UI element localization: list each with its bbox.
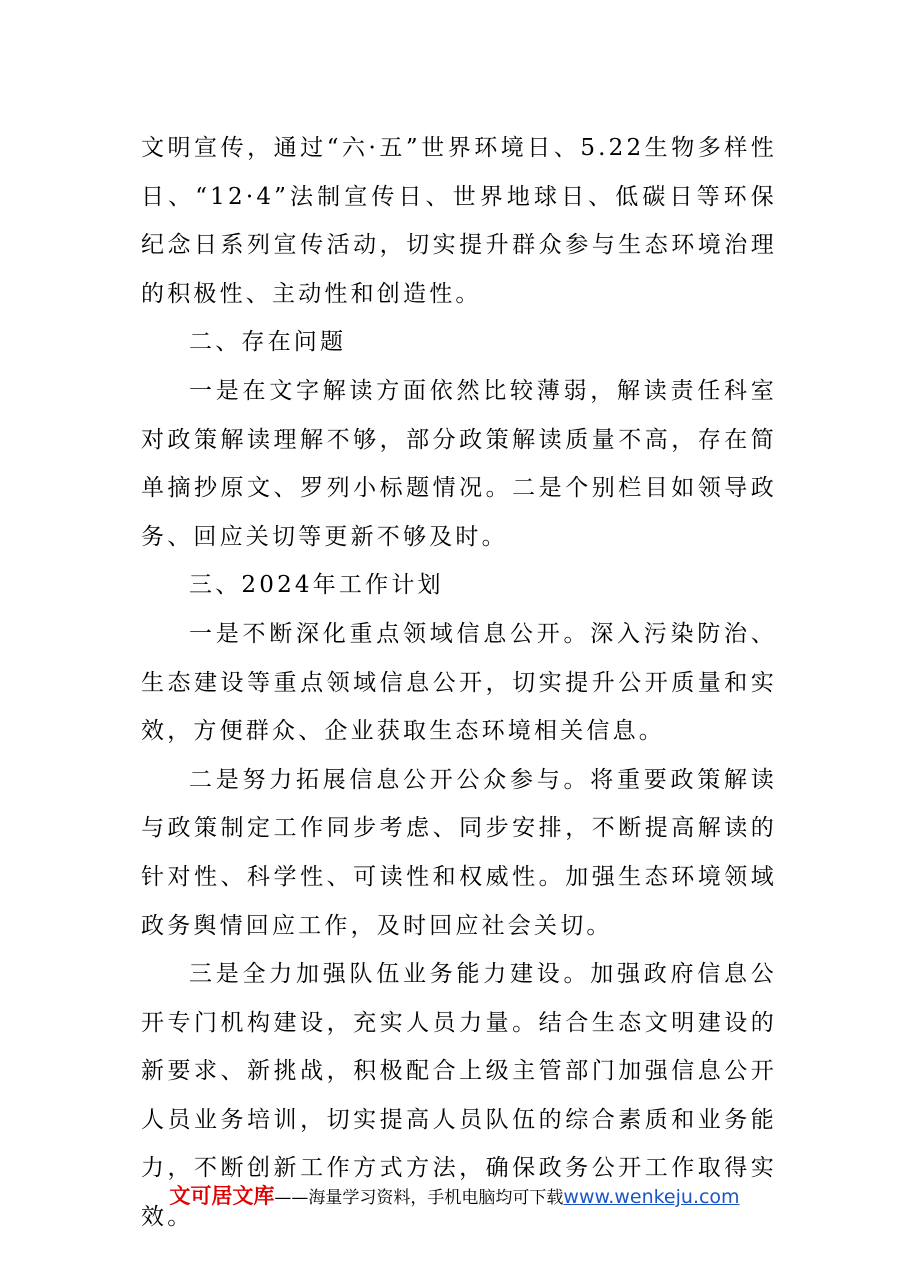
paragraph-environment-publicity: 文明宣传，通过“六·五”世界环境日、5.22生物多样性日、“12·4”法制宣传日、世界地球日、低碳日等环保纪念日系列宣传活动，切实提升群众参与生态环境治理的积极性、主动性和创造性。 bbox=[141, 135, 777, 307]
paragraph-plan-public-participation: 二是努力拓展信息公开公众参与。将重要政策解读与政策制定工作同步考虑、同步安排，不断提高解读的针对性、科学性、可读性和权威性。加强生态环境领域政务舆情回应工作，及时回应社会关切。 bbox=[141, 766, 777, 939]
paragraph-plan-team-capacity: 三是全力加强队伍业务能力建设。加强政府信息公开专门机构建设，充实人员力量。结合生态文明建设的新要求、新挑战，积极配合上级主管部门加强信息公开人员业务培训，切实提高人员队伍的综合素质和业务能力，不断创新工作方式方法，确保政务公开工作取得实效。 bbox=[141, 961, 777, 1231]
section-heading-2024-work-plan: 三、2024年工作计划 bbox=[189, 572, 444, 599]
paragraph-existing-problems: 一是在文字解读方面依然比较薄弱，解读责任科室对政策解读理解不够，部分政策解读质量不高，存在简单摘抄原文、罗列小标题情况。二是个别栏目如领导政务、回应关切等更新不够及时。 bbox=[141, 377, 777, 550]
footer-banner bbox=[0, 1180, 909, 1210]
footer-website-link[interactable]: www.wenkeju.com bbox=[563, 1186, 740, 1208]
footer-tagline: ——海量学习资料，手机电脑均可下载 bbox=[274, 1188, 564, 1208]
section-heading-existing-problems: 二、存在问题 bbox=[189, 329, 347, 356]
paragraph-plan-key-areas: 一是不断深化重点领域信息公开。深入污染防治、生态建设等重点领域信息公开，切实提升公开质量和实效，方便群众、企业获取生态环境相关信息。 bbox=[141, 620, 777, 745]
document-body bbox=[141, 124, 777, 1242]
footer-brand-name: 文可居文库 bbox=[169, 1184, 275, 1208]
